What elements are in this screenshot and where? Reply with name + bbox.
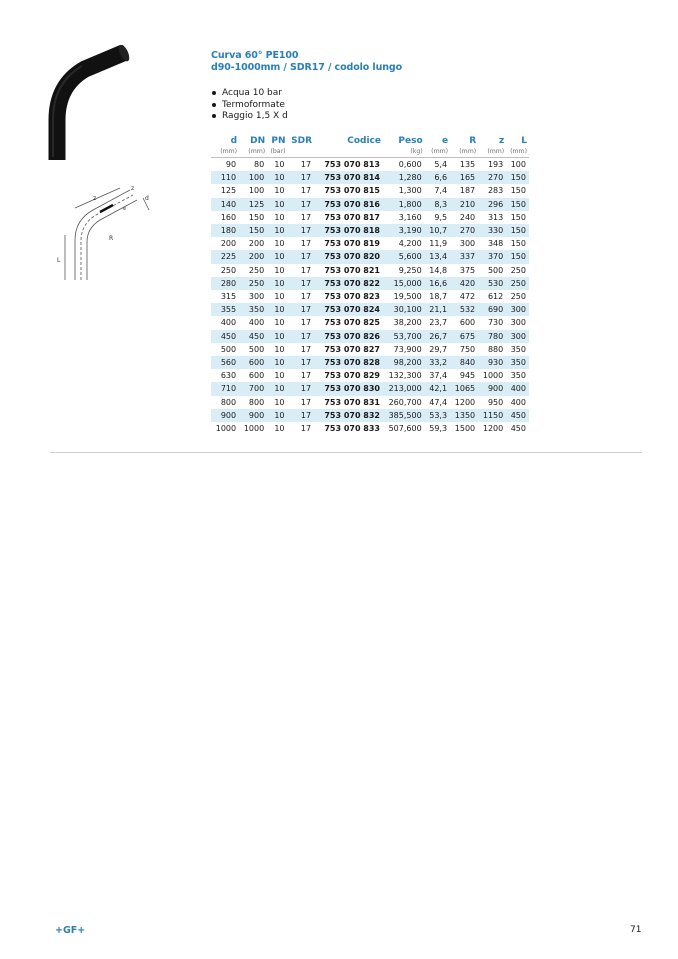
cell-r: 532 [450,303,478,316]
cell-d: 250 [220,265,237,275]
table-header-row [211,135,529,147]
cell-dn: 125 [239,198,267,211]
cell-l: 250 [510,265,526,275]
table-row [211,409,529,422]
drawing-label-L: L [57,257,61,264]
col-header-r: R [469,136,477,146]
cell-peso: 213,000 [383,382,425,395]
cell-sdr: 17 [288,277,315,290]
cell-codice: 753 070 822 [314,277,383,290]
unit-codice [314,147,383,158]
cell-e: 37,4 [429,371,448,381]
cell-l: 450 [510,424,526,434]
page-number: 71 [630,925,642,935]
cell-codice: 753 070 814 [314,171,383,184]
table-row [211,369,529,382]
unit-dn: (mm) [248,148,266,155]
cell-e: 11,9 [429,239,448,249]
cell-pn: 10 [267,171,287,184]
cell-pn: 10 [267,250,287,263]
cell-z: 330 [478,224,506,237]
title-line-1: Curva 60° PE100 [211,50,299,61]
cell-sdr: 17 [288,356,315,369]
table-row [211,224,529,237]
cell-r: 337 [450,250,478,263]
cell-r: 1065 [450,382,478,395]
cell-d: 355 [211,303,239,316]
cell-e: 47,4 [429,397,448,407]
cell-peso: 3,160 [398,212,422,222]
cell-pn: 10 [267,330,287,343]
cell-d: 90 [225,160,237,169]
cell-l: 400 [506,382,529,395]
cell-dn: 80 [254,160,265,169]
cell-e: 59,3 [429,424,448,434]
unit-e: (mm) [431,148,449,155]
cell-dn: 150 [239,224,267,237]
cell-peso: 3,190 [383,224,425,237]
cell-peso: 132,300 [388,371,422,381]
cell-e: 16,6 [425,277,450,290]
cell-dn: 900 [239,409,267,422]
drawing-label-z2: z [131,185,135,192]
cell-sdr: 17 [300,397,312,407]
cell-peso: 53,700 [383,330,425,343]
cell-l: 150 [506,198,529,211]
cell-sdr: 17 [288,330,315,343]
cell-r: 840 [450,356,478,369]
cell-d: 180 [211,224,239,237]
cell-pn: 10 [274,186,285,196]
cell-pn: 10 [274,318,285,328]
cell-z: 730 [487,318,504,328]
cell-codice: 753 070 813 [324,160,380,169]
cell-pn: 10 [274,265,285,275]
cell-pn: 10 [274,212,285,222]
feature-item: Raggio 1,5 X d [211,111,288,123]
cell-codice: 753 070 826 [314,330,383,343]
cell-r: 1350 [450,409,478,422]
cell-d: 200 [220,239,237,249]
unit-pn: (bar) [270,148,286,155]
cell-d: 1000 [215,424,237,434]
cell-r: 1500 [454,424,476,434]
cell-d: 630 [220,371,237,381]
cell-l: 350 [510,371,526,381]
cell-e: 18,7 [429,292,448,302]
table-row [211,396,529,409]
cell-peso: 1,800 [383,198,425,211]
cell-codice: 753 070 831 [324,397,380,407]
cell-pn: 10 [267,224,287,237]
cell-e: 29,7 [429,344,448,354]
cell-r: 1200 [454,397,476,407]
cell-e: 9,5 [434,212,448,222]
cell-e: 8,3 [425,198,450,211]
cell-l: 150 [506,224,529,237]
cell-e: 21,1 [425,303,450,316]
table-row [211,237,529,250]
cell-codice: 753 070 824 [314,303,383,316]
cell-codice: 753 070 817 [324,212,380,222]
cell-e: 53,3 [425,409,450,422]
cell-sdr: 17 [300,318,312,328]
cell-sdr: 17 [288,224,315,237]
cell-l: 150 [506,171,529,184]
cell-peso: 385,500 [383,409,425,422]
table-row [211,422,529,435]
cell-l: 300 [506,330,529,343]
table-row [211,211,529,224]
cell-z: 313 [487,212,504,222]
cell-dn: 100 [239,171,267,184]
cell-r: 600 [459,318,476,328]
cell-l: 300 [506,303,529,316]
cell-dn: 250 [239,277,267,290]
cell-e: 33,2 [425,356,450,369]
cell-pn: 10 [267,303,287,316]
cell-z: 1150 [478,409,506,422]
cell-codice: 753 070 816 [314,198,383,211]
col-header-codice: Codice [347,136,381,146]
cell-peso: 0,600 [398,160,422,169]
col-header-peso: Peso [398,136,423,146]
cell-r: 270 [450,224,478,237]
product-title [211,50,402,74]
cell-d: 800 [220,397,237,407]
table-row [211,330,529,343]
cell-dn: 200 [248,239,265,249]
cell-z: 500 [487,265,504,275]
cell-dn: 350 [239,303,267,316]
cell-d: 450 [211,330,239,343]
gf-logo: +GF+ [55,925,86,936]
table-row [211,158,529,172]
cell-r: 210 [450,198,478,211]
cell-sdr: 17 [288,250,315,263]
cell-pn: 10 [274,397,285,407]
table-row [211,316,529,329]
cell-d: 315 [220,292,237,302]
unit-peso: (kg) [410,148,423,155]
cell-r: 472 [459,292,476,302]
cell-sdr: 17 [300,212,312,222]
cell-peso: 98,200 [383,356,425,369]
spec-table [211,135,529,435]
cell-l: 350 [510,344,526,354]
cell-dn: 800 [248,397,265,407]
cell-peso: 507,600 [388,424,422,434]
cell-codice: 753 070 820 [314,250,383,263]
cell-r: 187 [459,186,476,196]
cell-codice: 753 070 819 [324,239,380,249]
unit-sdr [288,147,315,158]
cell-d: 140 [211,198,239,211]
cell-sdr: 17 [300,371,312,381]
cell-codice: 753 070 832 [314,409,383,422]
cell-dn: 600 [239,356,267,369]
cell-sdr: 17 [300,424,312,434]
cell-e: 6,6 [425,171,450,184]
cell-pn: 10 [274,160,285,169]
feature-item: Acqua 10 bar [211,88,288,100]
table-row [211,290,529,303]
cell-peso: 1,280 [383,171,425,184]
cell-peso: 5,600 [383,250,425,263]
pipe-bend-photo [45,45,145,165]
cell-dn: 200 [239,250,267,263]
table-row [211,382,529,395]
cell-sdr: 17 [300,160,312,169]
cell-d: 400 [220,318,237,328]
table-row [211,303,529,316]
cell-r: 675 [450,330,478,343]
cell-l: 100 [510,160,526,169]
cell-z: 1000 [482,371,504,381]
cell-peso: 1,300 [398,186,422,196]
cell-l: 150 [506,250,529,263]
cell-e: 14,8 [429,265,448,275]
cell-e: 13,4 [425,250,450,263]
table-row [211,198,529,211]
cell-pn: 10 [274,239,285,249]
cell-peso: 19,500 [393,292,422,302]
col-header-pn: PN [271,136,286,146]
cell-peso: 73,900 [393,344,422,354]
cell-pn: 10 [267,382,287,395]
unit-r: (mm) [459,148,477,155]
cell-pn: 10 [267,356,287,369]
table-row [211,356,529,369]
unit-z: (mm) [487,148,505,155]
cell-z: 950 [487,397,504,407]
cell-dn: 1000 [243,424,265,434]
cell-r: 300 [459,239,476,249]
cell-e: 5,4 [434,160,448,169]
cell-z: 283 [487,186,504,196]
cell-pn: 10 [274,344,285,354]
cell-z: 930 [478,356,506,369]
cell-codice: 753 070 825 [324,318,380,328]
feature-list [211,88,288,123]
cell-l: 450 [506,409,529,422]
cell-z: 1200 [482,424,504,434]
col-header-l: L [521,136,527,146]
cell-z: 270 [478,171,506,184]
cell-d: 710 [211,382,239,395]
col-header-dn: DN [250,136,266,146]
table-row [211,184,529,197]
cell-sdr: 17 [300,265,312,275]
cell-dn: 600 [248,371,265,381]
cell-z: 193 [487,160,504,169]
cell-l: 150 [510,239,526,249]
cell-r: 240 [459,212,476,222]
cell-d: 280 [211,277,239,290]
cell-codice: 753 070 823 [324,292,380,302]
cell-z: 900 [478,382,506,395]
table-units-row [211,147,529,158]
cell-peso: 15,000 [383,277,425,290]
unit-l: (mm) [510,148,527,155]
cell-dn: 300 [248,292,265,302]
cell-sdr: 17 [300,239,312,249]
cell-codice: 753 070 830 [314,382,383,395]
cell-codice: 753 070 829 [324,371,380,381]
cell-z: 530 [478,277,506,290]
cell-dn: 250 [248,265,265,275]
drawing-label-d: d [145,195,149,202]
cell-e: 7,4 [434,186,448,196]
cell-l: 150 [510,186,526,196]
cell-pn: 10 [274,424,285,434]
cell-r: 945 [459,371,476,381]
table-row [211,343,529,356]
cell-l: 400 [510,397,526,407]
cell-dn: 150 [248,212,265,222]
cell-dn: 700 [239,382,267,395]
cell-l: 300 [510,318,526,328]
cell-e: 23,7 [429,318,448,328]
cell-pn: 10 [267,277,287,290]
col-header-d: d [230,136,238,146]
cell-dn: 500 [248,344,265,354]
cell-codice: 753 070 827 [324,344,380,354]
cell-pn: 10 [267,198,287,211]
cell-d: 900 [211,409,239,422]
cell-r: 375 [459,265,476,275]
cell-peso: 260,700 [388,397,422,407]
cell-z: 296 [478,198,506,211]
cell-peso: 9,250 [398,265,422,275]
cell-sdr: 17 [288,303,315,316]
cell-sdr: 17 [300,292,312,302]
cell-sdr: 17 [300,344,312,354]
cell-peso: 4,200 [398,239,422,249]
title-line-2: d90-1000mm / SDR17 / codolo lungo [211,62,403,73]
unit-d: (mm) [220,148,238,155]
cell-codice: 753 070 828 [314,356,383,369]
drawing-label-e: e [123,206,127,212]
cell-z: 370 [478,250,506,263]
cell-d: 160 [220,212,237,222]
cell-d: 500 [220,344,237,354]
cell-sdr: 17 [288,409,315,422]
cell-z: 690 [478,303,506,316]
cell-pn: 10 [267,409,287,422]
cell-r: 420 [450,277,478,290]
cell-sdr: 17 [288,171,315,184]
cell-codice: 753 070 818 [314,224,383,237]
cell-r: 165 [450,171,478,184]
drawing-label-z: z [93,195,97,202]
drawing-label-R: R [109,235,114,242]
cell-dn: 450 [239,330,267,343]
cell-dn: 100 [248,186,265,196]
cell-r: 135 [459,160,476,169]
technical-drawing [45,180,160,290]
cell-d: 560 [211,356,239,369]
cell-l: 250 [510,292,526,302]
cell-codice: 753 070 821 [324,265,380,275]
cell-e: 10,7 [425,224,450,237]
cell-r: 750 [459,344,476,354]
table-body [211,158,529,436]
cell-peso: 38,200 [393,318,422,328]
cell-l: 250 [506,277,529,290]
cell-d: 225 [211,250,239,263]
cell-e: 42,1 [425,382,450,395]
cell-sdr: 17 [300,186,312,196]
cell-z: 348 [487,239,504,249]
cell-sdr: 17 [288,198,315,211]
col-header-sdr: SDR [291,136,313,146]
cell-pn: 10 [274,371,285,381]
col-header-e: e [441,136,449,146]
feature-item: Termoformate [211,100,288,112]
cell-z: 780 [478,330,506,343]
cell-l: 350 [506,356,529,369]
table-row [211,250,529,263]
cell-codice: 753 070 815 [324,186,380,196]
cell-d: 110 [211,171,239,184]
cell-z: 880 [487,344,504,354]
cell-l: 150 [510,212,526,222]
cell-codice: 753 070 833 [324,424,380,434]
col-header-z: z [498,136,505,146]
cell-peso: 30,100 [383,303,425,316]
cell-sdr: 17 [288,382,315,395]
cell-z: 612 [487,292,504,302]
table-row [211,171,529,184]
table-row [211,277,529,290]
page-divider [50,452,642,453]
cell-d: 125 [220,186,237,196]
cell-pn: 10 [274,292,285,302]
cell-e: 26,7 [425,330,450,343]
table-row [211,264,529,277]
cell-dn: 400 [248,318,265,328]
